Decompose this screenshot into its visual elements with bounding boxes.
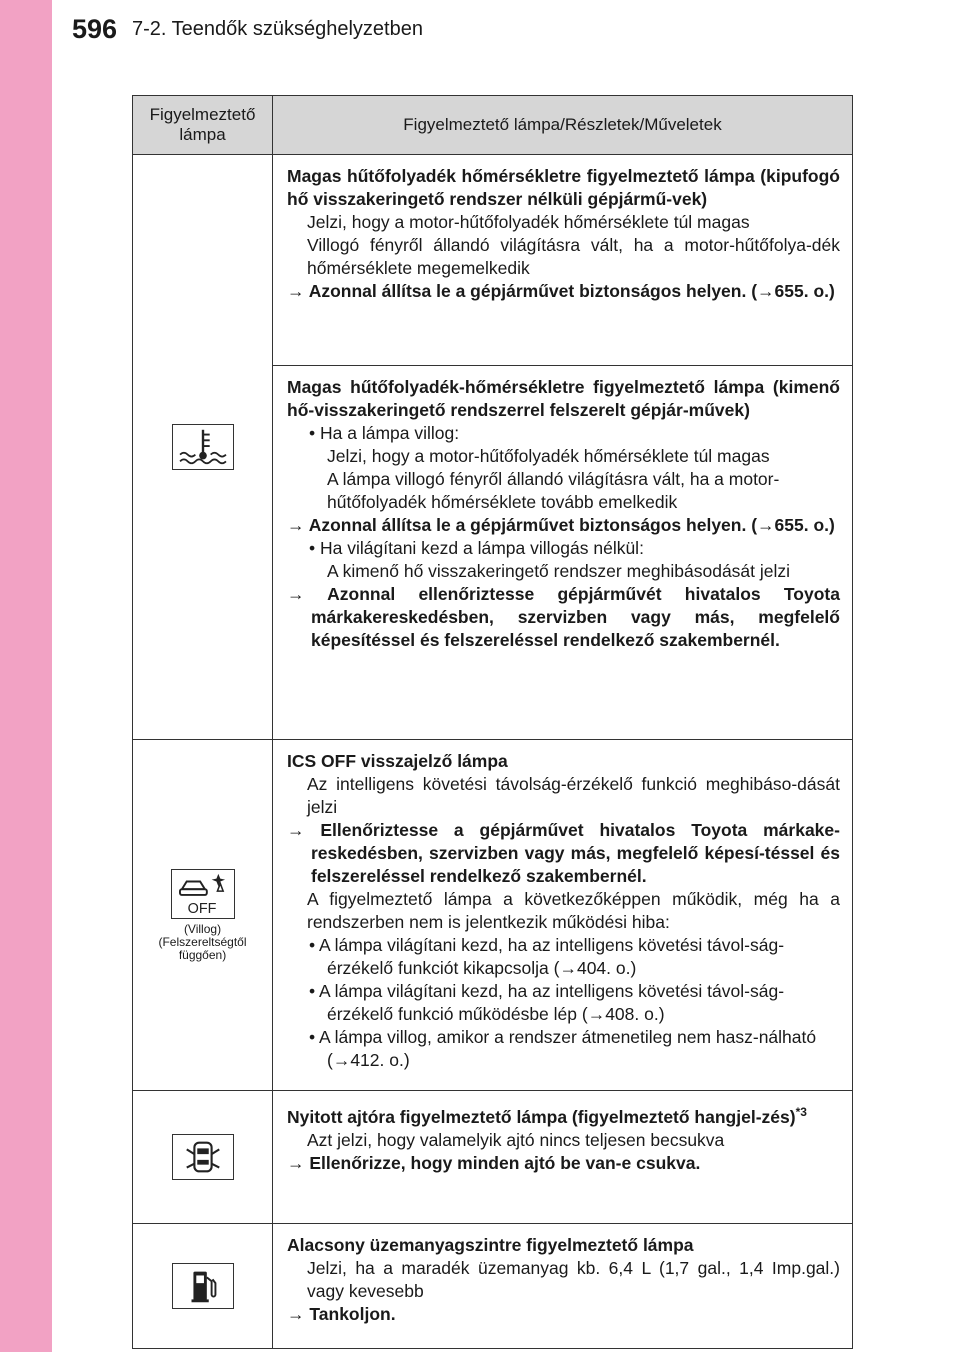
row-title: ICS OFF visszajelző lámpa — [287, 751, 508, 771]
action-text: → Azonnal ellenőriztesse gépjárművét hivatalos Toyota márkakereskedésben, szervizben vagy más, megfelelő képesítéssel és felszereléssel rendelkező szakembernél. — [287, 584, 840, 650]
bullet-item: • A lámpa világítani kezd, ha az intelligens követési távol-ság-érzékelő funkciót kikapcsolja (→404. o.) — [309, 935, 785, 978]
lamp-cell-coolant — [133, 155, 273, 740]
door-open-icon — [172, 1134, 234, 1180]
coolant-recirc-details — [273, 366, 853, 740]
fuel-low-details — [273, 1224, 853, 1349]
detail-text: Azt jelzi, hogy valamelyik ajtó nincs teljesen becsukva — [307, 1129, 725, 1150]
action-text: → Tankoljon. — [287, 1304, 396, 1324]
lamp-cell-fuel — [133, 1224, 273, 1349]
bullet-item: • A lámpa világítani kezd, ha az intelligens követési távol-ság-érzékelő funkció működésbe lép (→408. o.) — [309, 981, 785, 1024]
table-header-row — [133, 96, 853, 155]
coolant-no-recirc-details — [273, 155, 853, 366]
svg-text:OFF: OFF — [187, 900, 216, 917]
ics-off-details — [273, 740, 853, 1091]
bullet-item: • Ha világítani kezd a lámpa villogás nélkül: — [309, 538, 644, 558]
page-number: 596 — [72, 14, 118, 44]
action-text: → Azonnal állítsa le a gépjárművet biztonságos helyen. (→655. o.) — [287, 515, 835, 535]
row-title: Nyitott ajtóra figyelmeztető lámpa (figyelmeztető hangjel-zés)$^{*3}$ — [287, 1105, 807, 1127]
bullet-item: • Ha a lámpa villog: — [309, 423, 460, 443]
lamp-caption: (Villog) (Felszereltségtől függően) — [158, 921, 247, 962]
detail-text: A figyelmeztető lámpa a következőképpen működik, még ha a rendszerben nem is jelentkezik működési hiba: — [307, 889, 840, 932]
detail-text: Villogó fényről állandó világításra vált, ha a motor-hűtőfolya-dék hőmérséklete megemelkedik — [307, 235, 840, 278]
ics-off-icon — [171, 869, 235, 919]
detail-text: Jelzi, hogy a motor-hűtőfolyadék hőmérséklete túl magas — [307, 212, 750, 232]
footnote-mark: *3 — [795, 1105, 807, 1119]
detail-text: A kimenő hő visszakeringető rendszer meghibásodását jelzi — [327, 561, 791, 581]
chapter-title: 7-2. Teendők szükséghelyzetben — [132, 18, 423, 40]
table-row — [133, 1091, 853, 1224]
action-text: → Azonnal állítsa le a gépjárművet biztonságos helyen. (→655. o.) — [287, 281, 835, 301]
detail-text: Jelzi, hogy a motor-hűtőfolyadék hőmérséklete túl magas — [327, 446, 770, 466]
detail-text: Az intelligens követési távolság-érzékelő funkció meghibáso-dását jelzi — [307, 774, 840, 817]
action-text: → Ellenőrizze, hogy minden ajtó be van-e csukva. — [287, 1152, 701, 1173]
col-header-details: Figyelmeztető lámpa/Részletek/Műveletek — [273, 96, 853, 155]
detail-text: A lámpa villogó fényről állandó világításra vált, ha a motor-hűtőfolyadék hőmérséklete tovább emelkedik — [327, 469, 780, 512]
lamp-cell-door — [133, 1091, 273, 1224]
row-title: Alacsony üzemanyagszintre figyelmeztető lámpa — [287, 1235, 694, 1255]
bullet-item: • A lámpa villog, amikor a rendszer átmenetileg nem hasz-nálható (→412. o.) — [309, 1027, 817, 1070]
detail-text: Jelzi, ha a maradék üzemanyag kb. 6,4 L (1,7 gal., 1,4 Imp.gal.) vagy kevesebb — [307, 1258, 840, 1301]
col-header-lamp: Figyelmeztető lámpa — [133, 96, 273, 155]
action-text: → Ellenőriztesse a gépjárművet hivatalos Toyota márkake-reskedésben, szervizben vagy más, megfelelő képesí-téssel és felszereléssel rendelkező szakembernél. — [287, 820, 840, 886]
door-open-details — [273, 1091, 853, 1224]
table-row — [133, 1224, 853, 1349]
coolant-temperature-icon — [172, 424, 234, 470]
chapter-tab-bar — [0, 0, 52, 1352]
row-title: Magas hűtőfolyadék-hőmérsékletre figyelmeztető lámpa (kimenő hő-visszakeringető rendszerrel felszerelt gépjár-művek) — [287, 377, 840, 420]
row-title: Magas hűtőfolyadék hőmérsékletre figyelmeztető lámpa (kipufogó hő visszakeringető rendszer nélküli gépjármű-vek) — [287, 166, 840, 209]
warning-lamp-table — [132, 95, 853, 1349]
fuel-pump-icon — [172, 1263, 234, 1309]
lamp-cell-ics — [133, 740, 273, 1091]
table-row — [133, 740, 853, 1091]
table-row — [133, 155, 853, 366]
